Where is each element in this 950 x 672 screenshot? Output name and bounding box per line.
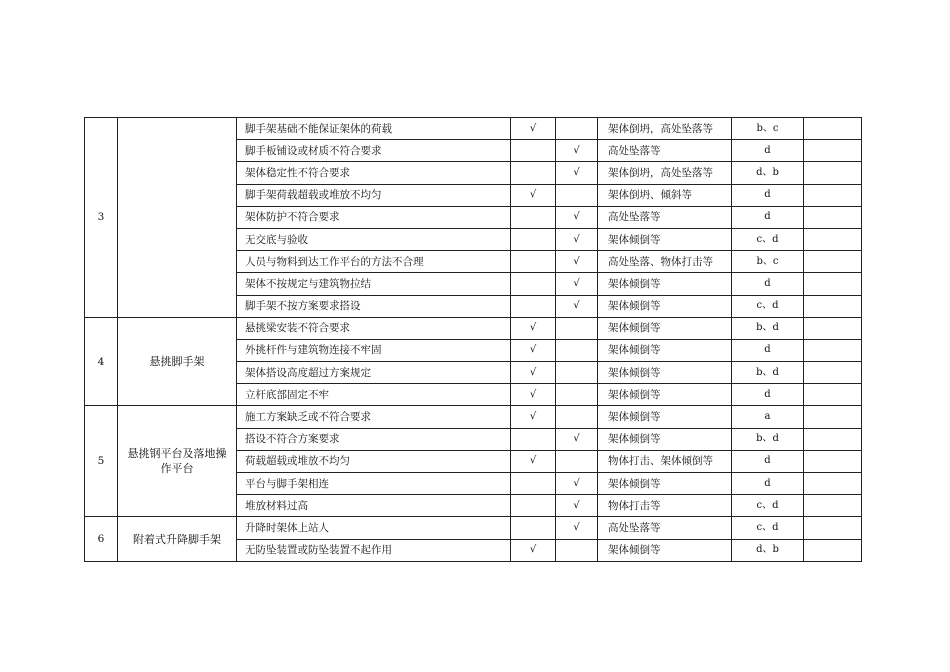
note-cell <box>804 384 862 406</box>
check-cell-b: √ <box>556 162 598 184</box>
check-cell-a: √ <box>511 539 556 561</box>
consequence-cell: 架体倒坍，高处坠落等 <box>598 118 732 140</box>
hazard-cell: 人员与物料到达工作平台的方法不合理 <box>237 251 511 273</box>
check-cell-b <box>556 339 598 361</box>
table-row <box>85 118 862 140</box>
consequence-cell: 高处坠落等 <box>598 140 732 162</box>
check-cell-a <box>511 495 556 517</box>
check-cell-b <box>556 384 598 406</box>
check-cell-b <box>556 406 598 428</box>
consequence-cell: 高处坠落等 <box>598 517 732 539</box>
check-cell-b: √ <box>556 295 598 317</box>
check-cell-a <box>511 295 556 317</box>
note-cell <box>804 406 862 428</box>
hazard-cell: 升降时架体上站人 <box>237 517 511 539</box>
group-number-cell: 4 <box>85 317 118 406</box>
note-cell <box>804 317 862 339</box>
code-cell: b、c <box>732 251 804 273</box>
check-cell-a: √ <box>511 450 556 472</box>
check-cell-a <box>511 517 556 539</box>
hazard-cell: 荷载超载或堆放不均匀 <box>237 450 511 472</box>
consequence-cell: 物体打击等 <box>598 495 732 517</box>
table-row <box>85 517 862 539</box>
hazard-cell: 外挑杆件与建筑物连接不牢固 <box>237 339 511 361</box>
consequence-cell: 架体倾倒等 <box>598 362 732 384</box>
hazard-cell: 无交底与验收 <box>237 228 511 250</box>
code-cell: d <box>732 339 804 361</box>
note-cell <box>804 162 862 184</box>
check-cell-b: √ <box>556 495 598 517</box>
consequence-cell: 架体倾倒等 <box>598 428 732 450</box>
note-cell <box>804 517 862 539</box>
consequence-cell: 架体倒坍、倾斜等 <box>598 184 732 206</box>
group-number-cell: 5 <box>85 406 118 517</box>
check-cell-b <box>556 118 598 140</box>
hazard-cell: 架体稳定性不符合要求 <box>237 162 511 184</box>
hazard-cell: 施工方案缺乏或不符合要求 <box>237 406 511 428</box>
note-cell <box>804 495 862 517</box>
consequence-cell: 架体倒坍，高处坠落等 <box>598 162 732 184</box>
check-cell-a <box>511 273 556 295</box>
code-cell: d <box>732 140 804 162</box>
code-cell: d <box>732 473 804 495</box>
consequence-cell: 架体倾倒等 <box>598 473 732 495</box>
hazard-cell: 搭设不符合方案要求 <box>237 428 511 450</box>
check-cell-b: √ <box>556 206 598 228</box>
note-cell <box>804 339 862 361</box>
note-cell <box>804 140 862 162</box>
consequence-cell: 物体打击、架体倾倒等 <box>598 450 732 472</box>
hazard-cell: 脚手架基础不能保证架体的荷载 <box>237 118 511 140</box>
table-row <box>85 317 862 339</box>
check-cell-b <box>556 317 598 339</box>
code-cell: c、d <box>732 517 804 539</box>
table-row <box>85 406 862 428</box>
note-cell <box>804 118 862 140</box>
check-cell-a: √ <box>511 339 556 361</box>
check-cell-a: √ <box>511 317 556 339</box>
note-cell <box>804 428 862 450</box>
check-cell-b <box>556 184 598 206</box>
code-cell: d、b <box>732 539 804 561</box>
code-cell: a <box>732 406 804 428</box>
consequence-cell: 架体倾倒等 <box>598 339 732 361</box>
check-cell-a: √ <box>511 118 556 140</box>
note-cell <box>804 539 862 561</box>
group-number-cell: 3 <box>85 118 118 318</box>
code-cell: d <box>732 450 804 472</box>
check-cell-a <box>511 140 556 162</box>
check-cell-a <box>511 206 556 228</box>
code-cell: b、d <box>732 362 804 384</box>
consequence-cell: 架体倾倒等 <box>598 295 732 317</box>
note-cell <box>804 362 862 384</box>
hazard-cell: 脚手架荷载超载或堆放不均匀 <box>237 184 511 206</box>
code-cell: d <box>732 384 804 406</box>
group-project-cell <box>118 118 237 318</box>
hazard-cell: 悬挑梁安装不符合要求 <box>237 317 511 339</box>
hazard-cell: 架体不按规定与建筑物拉结 <box>237 273 511 295</box>
hazard-cell: 无防坠装置或防坠装置不起作用 <box>237 539 511 561</box>
code-cell: d、b <box>732 162 804 184</box>
check-cell-b <box>556 362 598 384</box>
code-cell: b、d <box>732 428 804 450</box>
code-cell: d <box>732 273 804 295</box>
note-cell <box>804 450 862 472</box>
code-cell: b、c <box>732 118 804 140</box>
hazard-cell: 平台与脚手架相连 <box>237 473 511 495</box>
consequence-cell: 高处坠落等 <box>598 206 732 228</box>
check-cell-a <box>511 473 556 495</box>
consequence-cell: 架体倾倒等 <box>598 317 732 339</box>
check-cell-b: √ <box>556 473 598 495</box>
code-cell: c、d <box>732 295 804 317</box>
code-cell: d <box>732 184 804 206</box>
check-cell-a: √ <box>511 406 556 428</box>
consequence-cell: 架体倾倒等 <box>598 539 732 561</box>
consequence-cell: 高处坠落、物体打击等 <box>598 251 732 273</box>
check-cell-b <box>556 450 598 472</box>
check-cell-b: √ <box>556 140 598 162</box>
code-cell: c、d <box>732 228 804 250</box>
note-cell <box>804 228 862 250</box>
code-cell: d <box>732 206 804 228</box>
hazard-cell: 架体搭设高度超过方案规定 <box>237 362 511 384</box>
check-cell-b <box>556 539 598 561</box>
hazard-cell: 堆放材料过高 <box>237 495 511 517</box>
check-cell-a <box>511 251 556 273</box>
check-cell-a <box>511 428 556 450</box>
note-cell <box>804 184 862 206</box>
group-project-cell: 附着式升降脚手架 <box>118 517 237 561</box>
note-cell <box>804 251 862 273</box>
check-cell-a <box>511 162 556 184</box>
code-cell: c、d <box>732 495 804 517</box>
note-cell <box>804 295 862 317</box>
check-cell-b: √ <box>556 251 598 273</box>
check-cell-b: √ <box>556 228 598 250</box>
check-cell-a: √ <box>511 184 556 206</box>
check-cell-a: √ <box>511 362 556 384</box>
hazard-cell: 脚手架不按方案要求搭设 <box>237 295 511 317</box>
note-cell <box>804 206 862 228</box>
code-cell: b、d <box>732 317 804 339</box>
note-cell <box>804 473 862 495</box>
check-cell-b: √ <box>556 428 598 450</box>
hazard-table <box>84 117 862 562</box>
hazard-table-body <box>85 118 862 562</box>
hazard-cell: 架体防护不符合要求 <box>237 206 511 228</box>
note-cell <box>804 273 862 295</box>
check-cell-a <box>511 228 556 250</box>
hazard-cell: 立杆底部固定不牢 <box>237 384 511 406</box>
check-cell-b: √ <box>556 517 598 539</box>
group-project-cell: 悬挑脚手架 <box>118 317 237 406</box>
check-cell-b: √ <box>556 273 598 295</box>
hazard-cell: 脚手板铺设或材质不符合要求 <box>237 140 511 162</box>
check-cell-a: √ <box>511 384 556 406</box>
consequence-cell: 架体倾倒等 <box>598 228 732 250</box>
group-project-cell: 悬挑钢平台及落地操作平台 <box>118 406 237 517</box>
consequence-cell: 架体倾倒等 <box>598 406 732 428</box>
group-number-cell: 6 <box>85 517 118 561</box>
consequence-cell: 架体倾倒等 <box>598 384 732 406</box>
consequence-cell: 架体倾倒等 <box>598 273 732 295</box>
